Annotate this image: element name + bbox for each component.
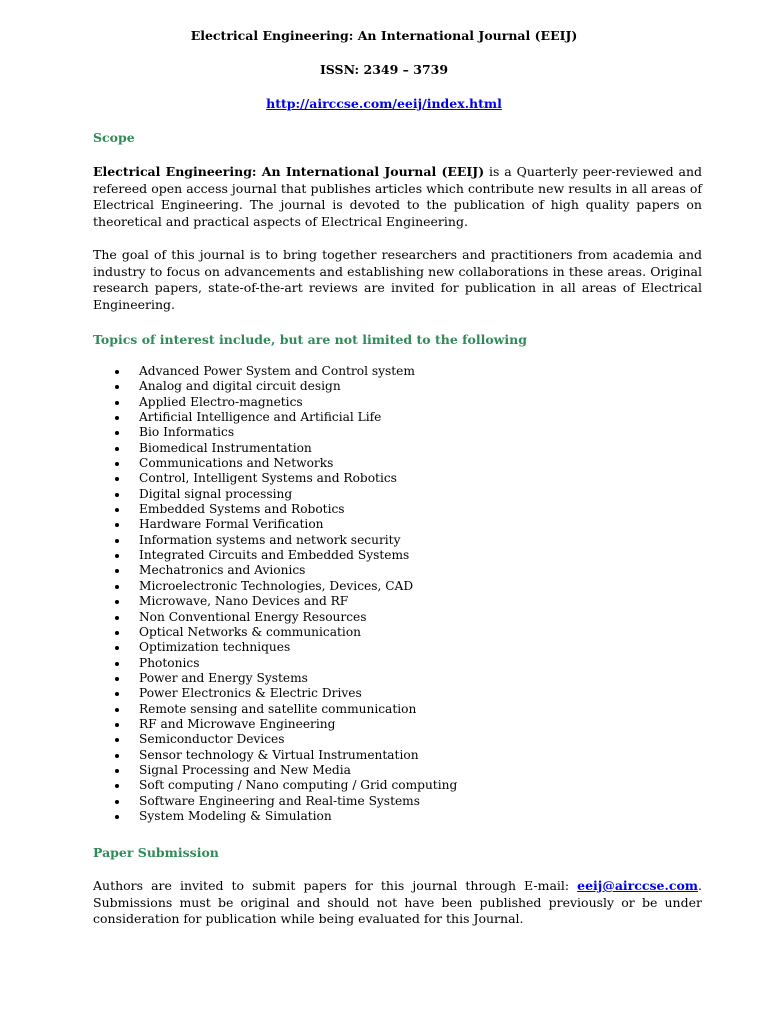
topic-label: Information systems and network security: [139, 532, 401, 547]
topic-label: Hardware Formal Verification: [139, 517, 324, 532]
topic-list-item: [93, 517, 693, 532]
scope-paragraph-1: [93, 164, 702, 230]
submission-paragraph: [93, 878, 702, 928]
bullet-icon: [115, 616, 119, 620]
topic-list-item: [93, 671, 693, 686]
scope-heading: Scope: [93, 130, 135, 145]
bullet-icon: [115, 646, 119, 650]
issn: ISSN: 2349 – 3739: [319, 62, 449, 77]
topic-label: Optimization techniques: [139, 640, 291, 655]
bullet-icon: [115, 723, 119, 727]
bullet-icon: [115, 569, 119, 573]
bullet-icon: [115, 585, 119, 589]
topic-list-item: [93, 732, 693, 747]
topic-label: Non Conventional Energy Resources: [139, 609, 367, 624]
topic-list-item: [93, 656, 693, 671]
topic-list-item: [93, 471, 693, 486]
submission-text-before: Authors are invited to submit papers for this journal through E-mail:: [93, 878, 578, 893]
bullet-icon: [115, 708, 119, 712]
topic-list-item: [93, 487, 693, 502]
topic-label: Analog and digital circuit design: [139, 379, 341, 394]
topic-list-item: [93, 610, 693, 625]
topic-label: Applied Electro-magnetics: [139, 394, 303, 409]
topic-list-item: [93, 778, 693, 793]
topic-list-item: [93, 594, 693, 609]
topic-list-item: [93, 502, 693, 517]
bullet-icon: [115, 523, 119, 527]
bullet-icon: [115, 477, 119, 481]
bullet-icon: [115, 416, 119, 420]
journal-url-link[interactable]: http://airccse.com/eeij/index.html: [266, 96, 502, 111]
topic-list-item: [93, 379, 693, 394]
scope-paragraph-1-text: is a Quarterly peer-reviewed and refereed open access journal that publishes articles which contribute new results in all areas of Electrical Engineering. The journal is devoted to the publication of high quality papers on theoretical and practical aspects of Electrical Engineering.: [93, 164, 702, 229]
topic-label: Embedded Systems and Robotics: [139, 502, 345, 517]
topic-label: Software Engineering and Real-time Systems: [139, 793, 420, 808]
topic-list-item: [93, 640, 693, 655]
bullet-icon: [115, 677, 119, 681]
bullet-icon: [115, 631, 119, 635]
topic-label: Digital signal processing: [139, 486, 293, 501]
topic-label: Remote sensing and satellite communication: [139, 701, 417, 716]
bullet-icon: [115, 800, 119, 804]
bullet-icon: [115, 493, 119, 497]
topic-list-item: [93, 533, 693, 548]
topic-list-item: [93, 456, 693, 471]
topic-list-item: [93, 763, 693, 778]
topic-list-item: [93, 794, 693, 809]
bullet-icon: [115, 431, 119, 435]
topic-label: Power and Energy Systems: [139, 670, 308, 685]
topic-list-item: [93, 395, 693, 410]
bullet-icon: [115, 815, 119, 819]
journal-title: Electrical Engineering: An International Journal (EEIJ): [190, 28, 578, 43]
submission-email-link[interactable]: eeij@airccse.com: [577, 878, 699, 893]
journal-name-bold: Electrical Engineering: An International Journal (EEIJ): [93, 164, 485, 179]
topics-heading: Topics of interest include, but are not limited to the following: [93, 332, 528, 347]
bullet-icon: [115, 662, 119, 666]
bullet-icon: [115, 738, 119, 742]
topic-label: Semiconductor Devices: [139, 732, 285, 747]
topic-label: Optical Networks & communication: [139, 624, 362, 639]
topic-list-item: [93, 748, 693, 763]
topic-label: Advanced Power System and Control system: [139, 364, 415, 378]
topic-list-item: [93, 686, 693, 701]
bullet-icon: [115, 447, 119, 451]
topic-list-item: [93, 579, 693, 594]
bullet-icon: [115, 462, 119, 466]
bullet-icon: [115, 508, 119, 512]
scope-paragraph-2: The goal of this journal is to bring together researchers and practitioners from academia and industry to focus on advancements and establishing new collaborations in these areas. Original research papers, state-of-the-art reviews are invited for publication in all areas of Electrical Engineering.: [93, 247, 702, 312]
topic-list-item: [93, 364, 693, 379]
topic-label: RF and Microwave Engineering: [139, 716, 336, 731]
submission-heading: Paper Submission: [93, 845, 219, 860]
topic-list-item: [93, 441, 693, 456]
topic-label: Microwave, Nano Devices and RF: [139, 594, 349, 609]
topic-list-item: [93, 425, 693, 440]
topic-label: Power Electronics & Electric Drives: [139, 686, 362, 701]
topic-label: Sensor technology & Virtual Instrumentation: [139, 747, 419, 762]
topic-list-item: [93, 625, 693, 640]
submission-text-after: . Submissions must be original and should not have been published previously or be under consideration for publication while being evaluated for this Journal.: [93, 878, 702, 926]
topic-label: Biomedical Instrumentation: [139, 440, 312, 455]
topic-list-item: [93, 563, 693, 578]
topic-label: Soft computing / Nano computing / Grid computing: [139, 778, 458, 793]
topic-list-item: [93, 717, 693, 732]
topic-label: Integrated Circuits and Embedded Systems: [139, 548, 410, 563]
bullet-icon: [115, 385, 119, 389]
bullet-icon: [115, 754, 119, 758]
bullet-icon: [115, 539, 119, 543]
bullet-icon: [115, 600, 119, 604]
topic-label: Control, Intelligent Systems and Robotics: [139, 471, 397, 486]
bullet-icon: [115, 784, 119, 788]
topic-list-item: [93, 809, 693, 824]
topic-label: Photonics: [139, 655, 200, 670]
bullet-icon: [115, 769, 119, 773]
topic-label: Signal Processing and New Media: [139, 762, 351, 777]
bullet-icon: [115, 401, 119, 405]
bullet-icon: [115, 692, 119, 696]
bullet-icon: [115, 370, 119, 374]
topics-list: [93, 364, 693, 824]
topic-label: System Modeling & Simulation: [139, 808, 332, 823]
topic-label: Microelectronic Technologies, Devices, CAD: [139, 578, 414, 593]
topic-list-item: [93, 702, 693, 717]
topic-label: Mechatronics and Avionics: [139, 563, 306, 578]
topic-label: Communications and Networks: [139, 456, 334, 471]
topic-list-item: [93, 410, 693, 425]
topic-list-item: [93, 548, 693, 563]
topic-label: Bio Informatics: [139, 425, 235, 440]
topic-label: Artificial Intelligence and Artificial Life: [139, 410, 382, 425]
bullet-icon: [115, 554, 119, 558]
